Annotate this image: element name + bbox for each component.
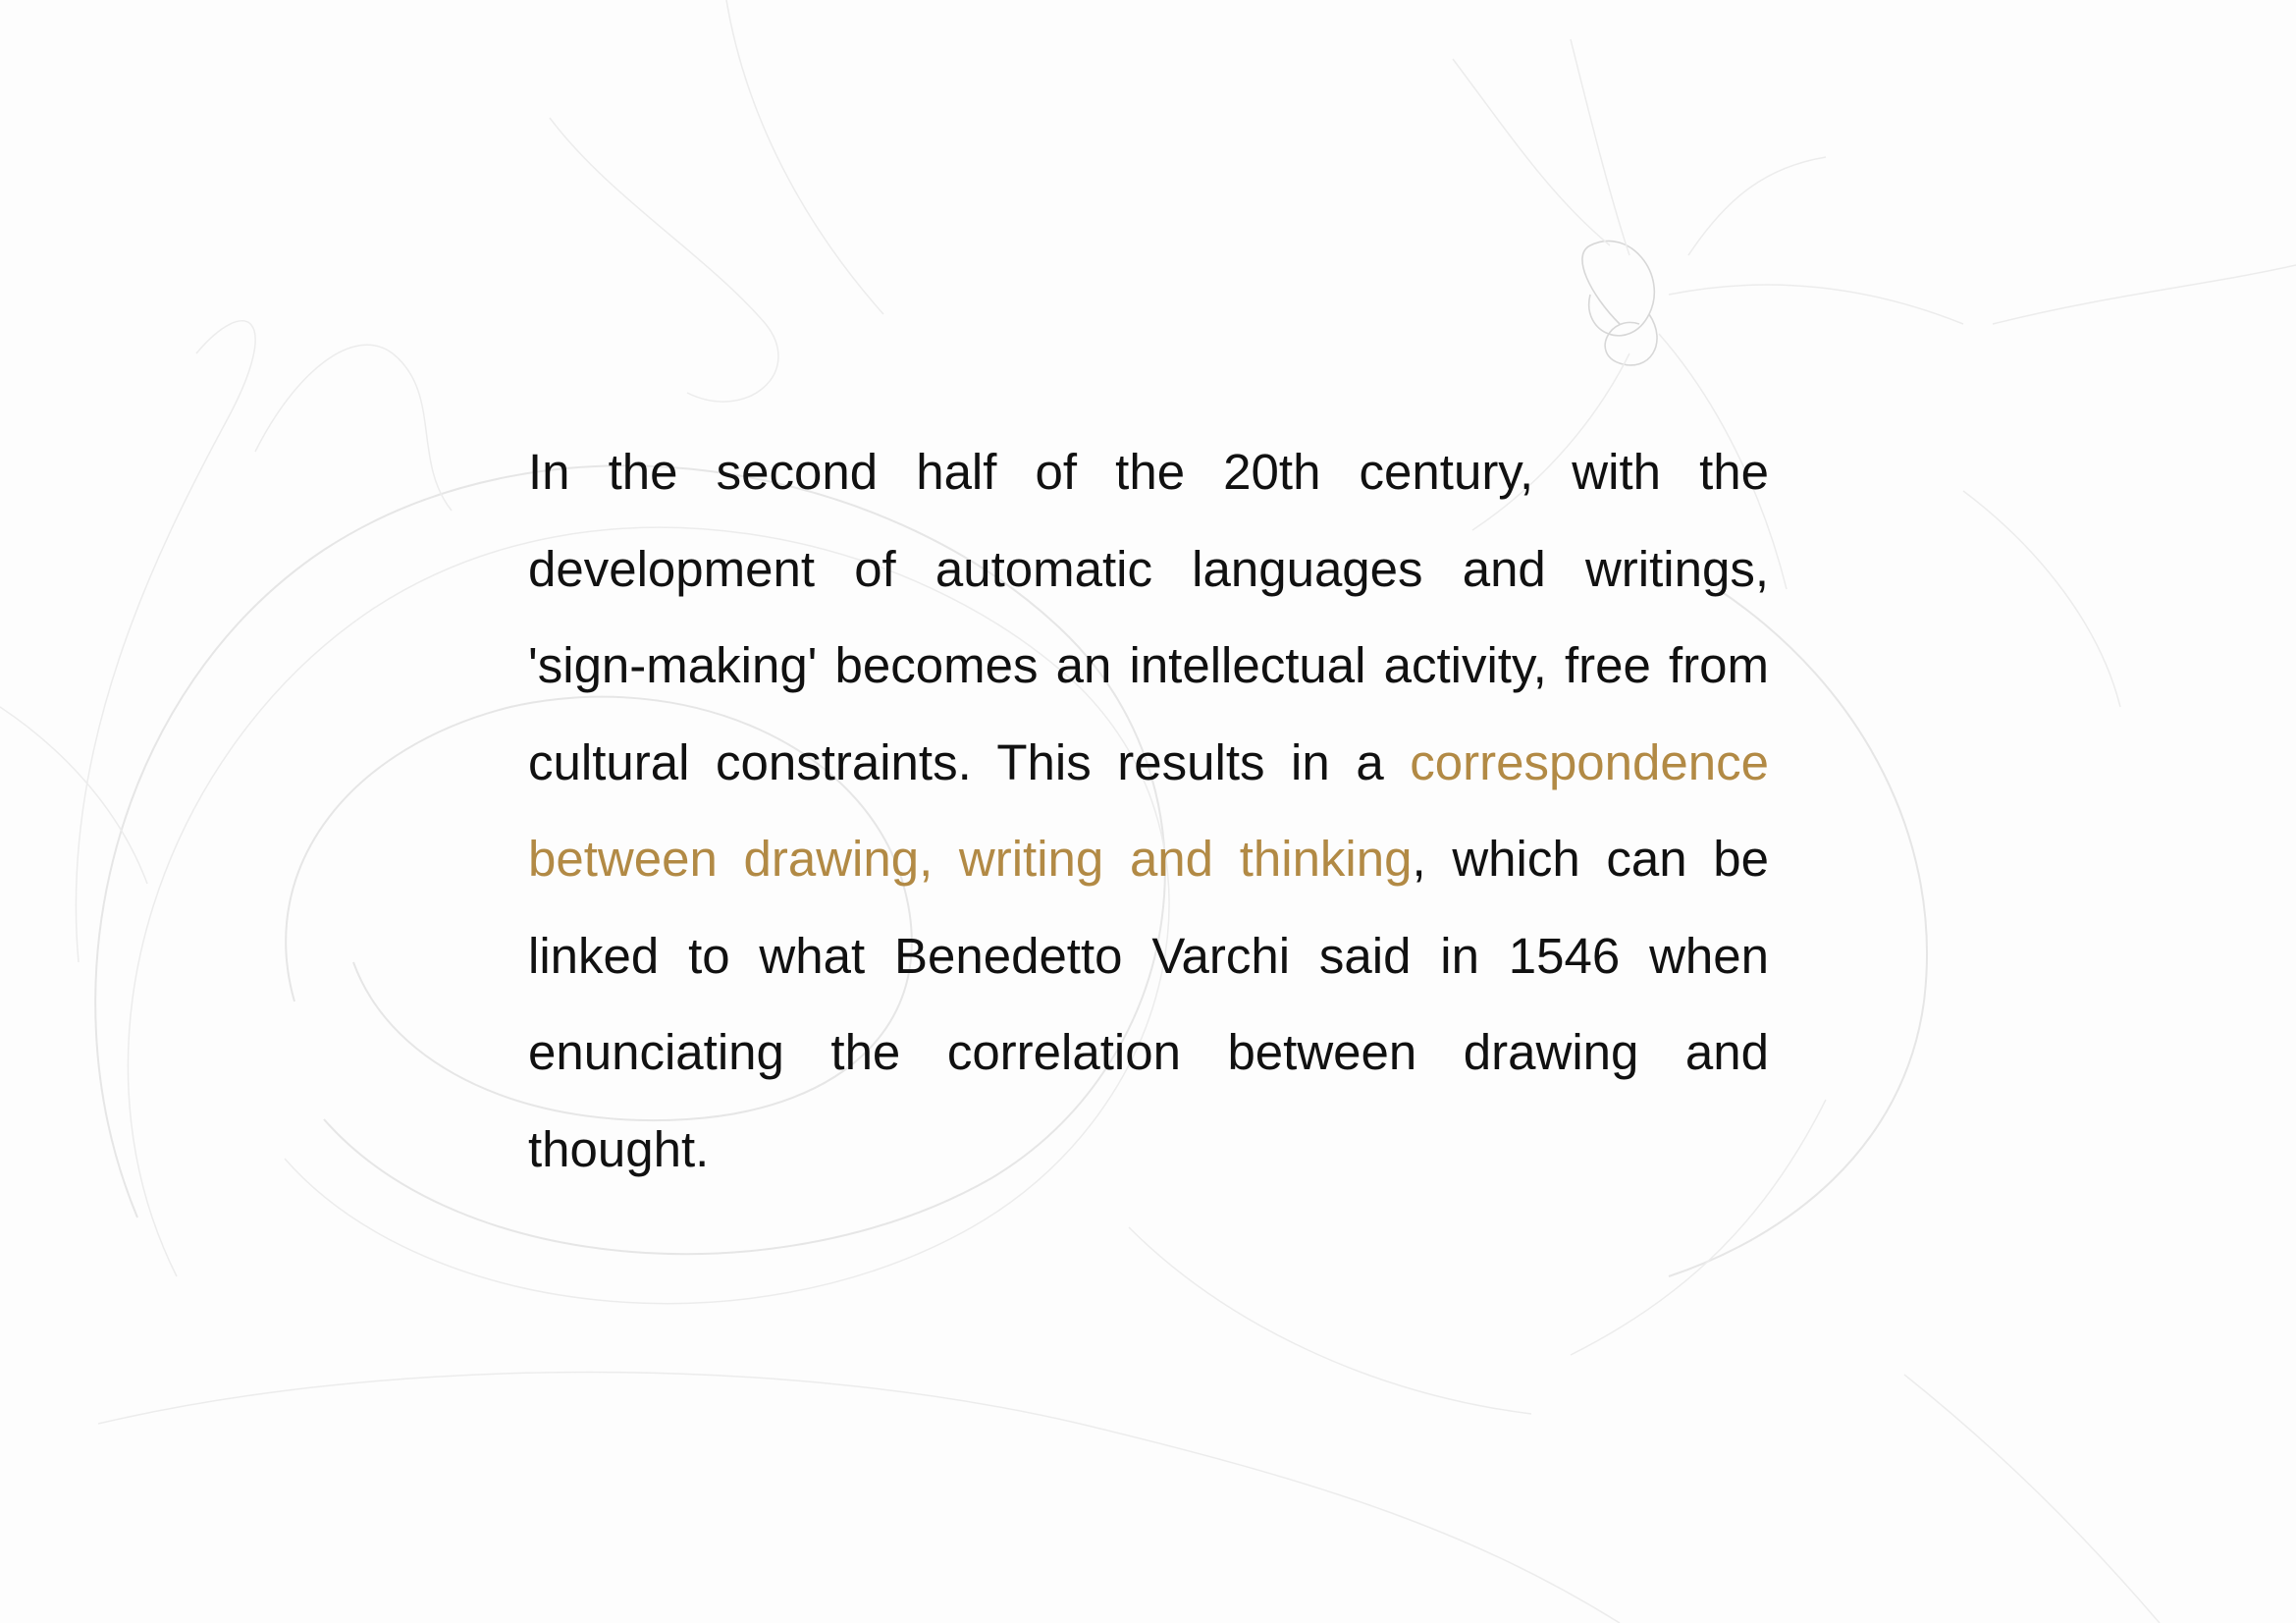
paragraph-text-part-1: In the second half of the 20th century, with the development of automatic languages and writings, 'sign-making' becomes an intellectual activity, free from cultural constraints. This results in a bbox=[528, 444, 1769, 790]
highlighted-phrase: correspondence between drawing, writing and thinking bbox=[528, 733, 1769, 887]
body-paragraph bbox=[528, 424, 1769, 1198]
paragraph-text-part-2: , which can be linked to what Benedetto Varchi said in 1546 when enunciating the correlation between drawing and thought. bbox=[528, 831, 1770, 1177]
